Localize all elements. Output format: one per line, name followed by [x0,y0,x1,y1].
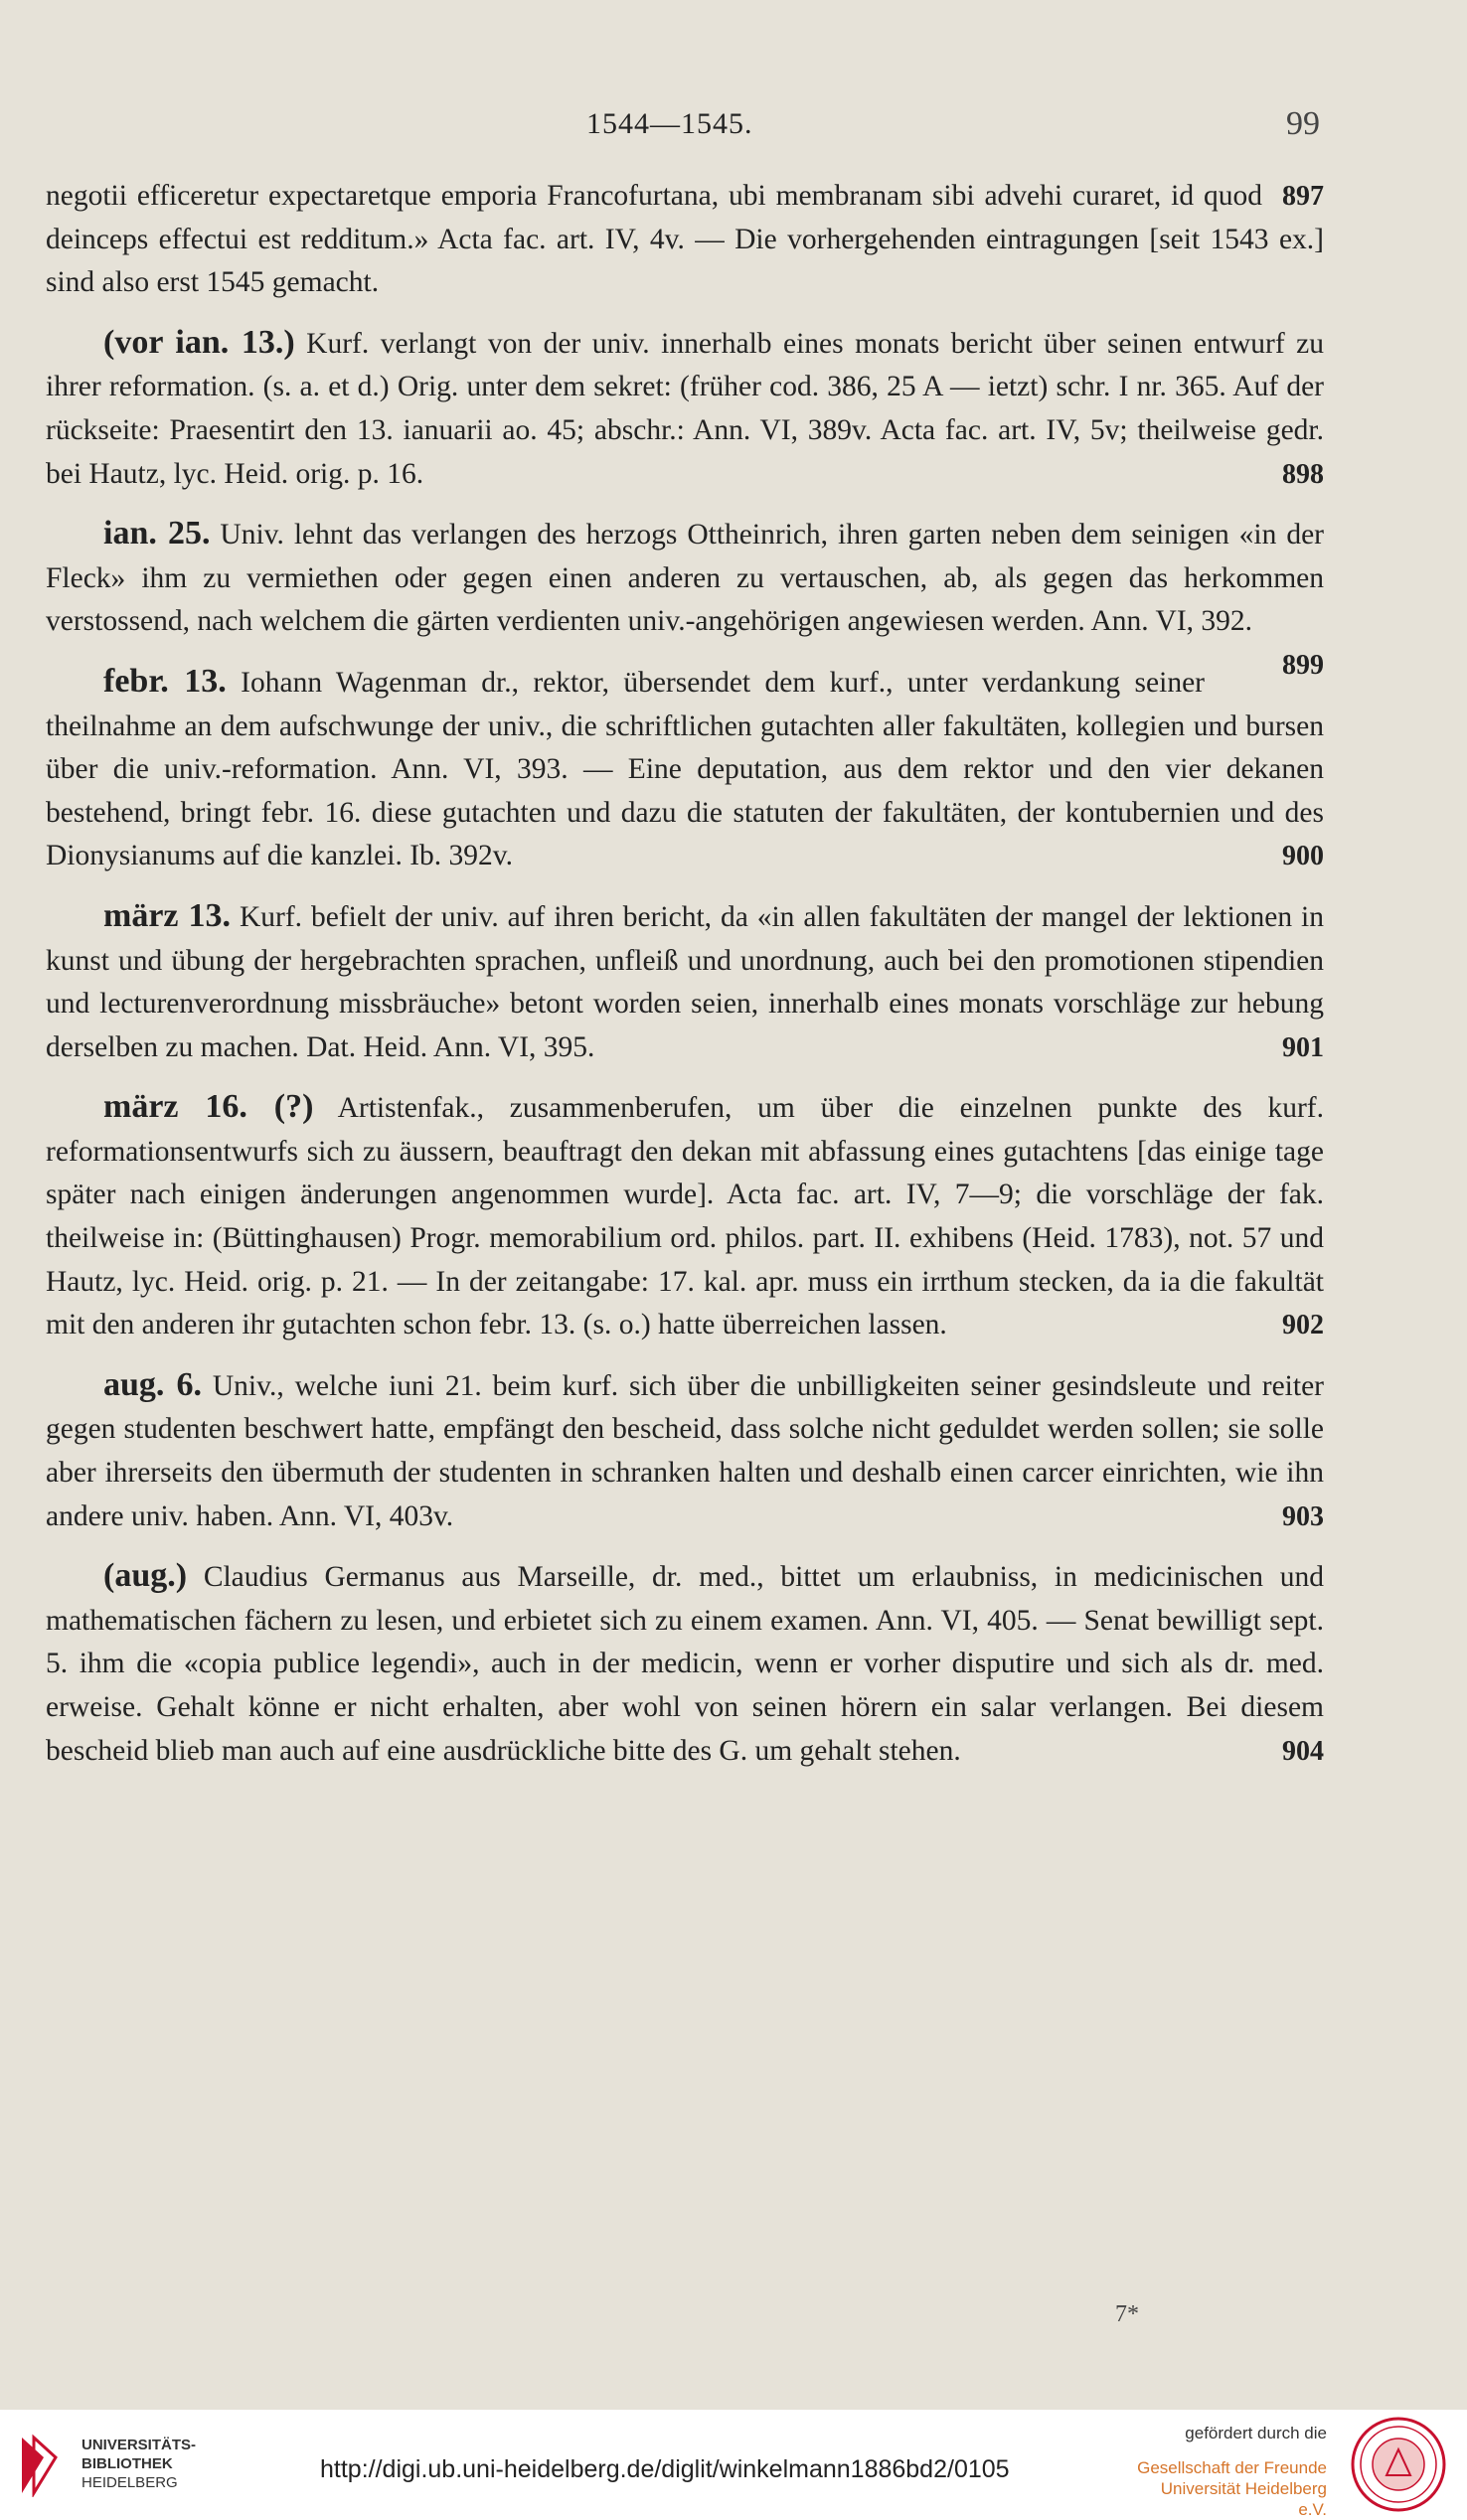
entry-date: (vor ian. 13.) [103,323,295,361]
entry-date: ian. 25. [103,515,211,552]
entry-number: 902 [1282,1310,1324,1341]
entry-date: märz 13. [103,896,232,934]
entry-897 [46,175,1324,305]
entry-number: 899 [1282,649,1324,681]
page-number: 99 [1286,105,1320,142]
entry-number: 903 [1282,1500,1324,1532]
signature-mark: 7* [1115,2301,1139,2327]
entry-date: aug. 6. [103,1365,202,1403]
library-name: UNIVERSITÄTS- BIBLIOTHEK HEIDELBERG [82,2437,197,2491]
footer-bar [0,2410,1467,2517]
entry-number: 901 [1282,1031,1324,1063]
entry-text: Univ., welche iuni 21. beim kurf. sich über die unbilligkeiten seiner gesindsleute und reiter gegen studenten beschwert hatte, empfängt den bescheid, dass solche nicht geduldet werden sollen; sie solle aber ihrerseits den übermuth der studenten in schranken halten und deshalb einen carcer einrichten, wie ihn andere univ. haben. Ann. VI, 403v. [46,1369,1324,1532]
running-head: 1544—1545. [586,107,753,140]
entry-text: negotii efficeretur expectaretque emporia Francofurtana, ubi membranam sibi advehi curaret, id quod deinceps effectui est redditum.» Acta fac. art. IV, 4v. — Die vorhergehenden eintragungen [seit 1543 ex.] sind also erst 1545 gemacht. [46,180,1324,299]
funding-note: gefördert durch die Gesellschaft der Freunde Universität Heidelberg e.V. [1137,2424,1327,2519]
entry-text: Iohann Wagenman dr., rektor, übersendet dem kurf., unter verdankung seiner theilnahme an dem aufschwunge der univ., die schriftlichen gutachten aller fakultäten, kollegien und bursen über die univ.-reformation. Ann. VI, 393. — Eine deputation, aus dem rektor und den vier dekanen bestehend, bringt febr. 16. diese gutachten und dazu die statuten der fakultäten, der kontubernien und des Dionysianums auf die kanzlei. Ib. 392v. [46,666,1324,872]
entry-902 [46,1085,1324,1347]
permalink-url[interactable]: http://digi.ub.uni-heidelberg.de/diglit/winkelmann1886bd2/0105 [320,2455,1010,2483]
entry-text: Kurf. verlangt von der univ. innerhalb eines monats bericht über seinen entwurf zu ihrer reformation. (s. a. et d.) Orig. unter dem sekret: (früher cod. 386, 25 A — ietzt) schr. I nr. 365. Auf der rückseite: Praesentirt den 13. ianuarii ao. 45; abschr.: Ann. VI, 389v. Acta fac. art. IV, 5v; theilweise gedr. bei Hautz, lyc. Heid. orig. p. 16. [46,327,1324,490]
entry-text: Kurf. befielt der univ. auf ihren bericht, da «in allen fakultäten der mangel der lektionen in kunst und übung der hergebrachten sprachen, unfleiß und unordnung, auch bei den promotionen stipendien und lecturenverordnung missbräuche» betont worden seien, innerhalb eines monats vorschläge zur hebung derselben zu machen. Dat. Heid. Ann. VI, 395. [46,900,1324,1063]
entry-901 [46,894,1324,1069]
entry-text: Univ. lehnt das verlangen des herzogs Ottheinrich, ihren garten neben dem seinigen «in der Fleck» ihm zu vermiethen oder gegen einen anderen zu vertauschen, ab, als gegen das herkommen verstossend, nach welchem die gärten verdienten univ.-angehörigen angewiesen werden. Ann. VI, 392. [46,519,1325,638]
entry-text: Claudius Germanus aus Marseille, dr. med., bittet um erlaubniss, in medicinischen und mathematischen fächern zu lesen, und erbietet sich zu einem examen. Ann. VI, 405. — Senat bewilligt sept. 5. ihm die «copia publice legendi», auch in der medicin, wenn er vorher disputire und sich als dr. med. erweise. Gehalt könne er nicht erhalten, aber wohl von seinen hörern ein salar verlangen. Bei diesem bescheid blieb man auch auf eine ausdrückliche bitte des G. um gehalt stehen. [46,1561,1324,1767]
page-header [0,99,1467,159]
entries-list [46,175,1324,1789]
entry-date: märz 16. (?) [103,1088,314,1126]
library-logo-icon [16,2434,72,2497]
entry-904 [46,1554,1324,1773]
entry-date: febr. 13. [103,662,227,700]
entry-number: 898 [1282,458,1324,490]
university-seal-icon [1350,2416,1447,2513]
entry-903 [46,1363,1324,1538]
entry-number: 900 [1282,841,1324,872]
entry-number: 904 [1282,1735,1324,1767]
entry-text: Artistenfak., zusammenberufen, um über die einzelnen punkte des kurf. reformationsentwurfs sich zu äussern, beauftragt den dekan mit abfassung eines gutachtens [das einige tage später nach einigen änderungen angenommen wurde]. Acta fac. art. IV, 7—9; die vorschläge der fak. theilweise in: (Büttinghausen) Progr. memorabilium ord. philos. part. II. exhibens (Heid. 1783), not. 57 und Hautz, lyc. Heid. orig. p. 21. — In der zeitangabe: 17. kal. apr. muss ein irrthum stecken, da ia die fakultät mit den anderen ihr gutachten schon febr. 13. (s. o.) hatte überreichen lassen. [46,1092,1325,1341]
entry-900 [46,660,1324,878]
entry-number: 897 [1282,181,1324,212]
entry-date: (aug.) [103,1557,188,1595]
entry-898 [46,321,1324,496]
